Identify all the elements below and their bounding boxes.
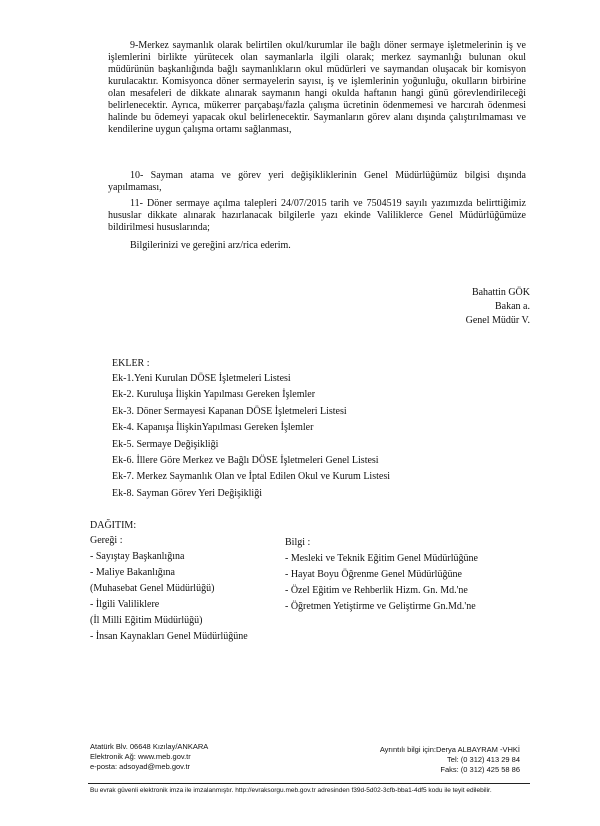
footer-address: Atatürk Blv. 06648 Kızılay/ANKARA — [90, 742, 209, 751]
distribution-action-list — [90, 533, 248, 645]
footer-contact-block — [360, 745, 520, 775]
attachment-item: Ek-3. Döner Sermayesi Kapanan DÖSE İşletmeleri Listesi — [112, 405, 347, 417]
attachments-title: EKLER : — [112, 358, 150, 369]
footer-web: Elektronik Ağ: www.meb.gov.tr — [90, 752, 191, 761]
info-recipient: - Mesleki ve Teknik Eğitim Genel Müdürlüğüne — [285, 553, 478, 564]
action-recipient: (Muhasebat Genel Müdürlüğü) — [90, 583, 215, 594]
attachment-item: Ek-2. Kuruluşa İlişkin Yapılması Gereken İşlemler — [112, 389, 316, 401]
footer-address-block — [90, 742, 208, 772]
paragraph-10: 10- Sayman atama ve görev yeri değişikliklerinin Genel Müdürlüğümüz bilgisi dışında yapılmaması, — [108, 170, 526, 193]
attachment-item: Ek-6. İllere Göre Merkez ve Bağlı DÖSE İşletmeleri Genel Listesi — [112, 455, 379, 467]
footer-divider — [88, 783, 530, 784]
action-recipient: - Maliye Bakanlığına — [90, 567, 175, 578]
signer-title: Genel Müdür V. — [465, 315, 530, 326]
footer-fax: Faks: (0 312) 425 58 86 — [440, 765, 520, 774]
attachment-item: Ek-1.Yeni Kurulan DÖSE İşletmeleri Listesi — [112, 373, 291, 384]
action-recipient: - İnsan Kaynakları Genel Müdürlüğüne — [90, 631, 248, 642]
attachment-item: Ek-8. Sayman Görev Yeri Değişikliği — [112, 487, 262, 499]
verification-note: Bu evrak güvenli elektronik imza ile imzalanmıştır. http://evraksorgu.meb.gov.tr adresinden f39d-5d02-3cfb-bba1-4df5 kodu ile teyit edilebilir. — [90, 787, 492, 794]
attachment-item: Ek-4. Kapanışa İlişkinYapılması Gereken İşlemler — [112, 422, 314, 434]
closing-sentence: Bilgilerinizi ve gereğini arz/rica ederim. — [130, 240, 291, 251]
action-heading: Gereği : — [90, 535, 123, 546]
distribution-info-list — [285, 535, 478, 615]
signature-block — [420, 286, 530, 328]
action-recipient: - Sayıştay Başkanlığına — [90, 551, 185, 562]
footer-tel: Tel: (0 312) 413 29 84 — [447, 755, 520, 764]
paragraph-11: 11- Döner sermaye açılma talepleri 24/07/2015 tarih ve 7504519 sayılı yazımızda belirttiğimiz hususlar dikkate alınarak hazırlanacak bilgilerle yazı ekinde Valiliklerce Genel Müdürlüğümüze bildirilmesi hususlarında; — [108, 198, 526, 233]
attachment-item: Ek-7. Merkez Saymanlık Olan ve İptal Edilen Okul ve Kurum Listesi — [112, 471, 390, 483]
action-recipient: (İl Milli Eğitim Müdürlüğü) — [90, 615, 203, 626]
footer-email: e-posta: adsoyad@meb.gov.tr — [90, 762, 191, 771]
footer-contact: Ayrıntılı bilgi için:Derya ALBAYRAM -VHKİ — [379, 745, 520, 754]
attachment-item: Ek-5. Sermaye Değişikliği — [112, 438, 219, 450]
signer-authority: Bakan a. — [495, 301, 530, 312]
attachments-list — [112, 371, 390, 502]
info-recipient: - Özel Eğitim ve Rehberlik Hizm. Gn. Md.'ne — [285, 585, 468, 596]
info-recipient: - Öğretmen Yetiştirme ve Geliştirme Gn.Md.'ne — [285, 601, 476, 612]
paragraph-9: 9-Merkez saymanlık olarak belirtilen okul/kurumlar ile bağlı döner sermaye işletmelerinin iş ve işlemlerini birlikte yürütecek olan saymanlarla ilgili olarak; merkez saymanlığı bulunan okul müdürünün başkanlığında bağlı saymanlıkların okul müdürleri ve saymandan oluşacak bir komisyon kurulacaktır. Komisyonca döner sermayelerin sayısı, iş ve işlemlerinin yoğunluğu, okulların birbirine olan mesafeleri de dikkate alınarak saymanın hangi okulda haftanın hangi günü görevlendirileceği belirlenecektir. Ayrıca, mükerrer parçabaşı/fazla çalışma ücretinin ödenmemesi ve harcırah ödenmesi halinde bu ödemeyi yapacak okul belirlenecektir. Saymanların görev alanı dışında çalıştırılmaması ve kendilerine uygun çalışma ortamı sağlanması, — [108, 40, 526, 135]
info-heading: Bilgi : — [285, 537, 311, 548]
info-recipient: - Hayat Boyu Öğrenme Genel Müdürlüğüne — [285, 569, 462, 580]
distribution-title: DAĞITIM: — [90, 520, 137, 531]
action-recipient: - İlgili Valiliklere — [90, 599, 160, 610]
signer-name: Bahattin GÖK — [471, 287, 530, 298]
